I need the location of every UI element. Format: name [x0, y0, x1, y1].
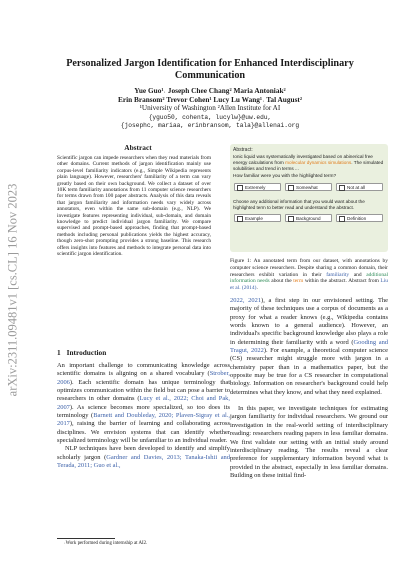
section-heading: [57, 348, 106, 357]
author-emails: [40, 114, 380, 131]
caption-text: and: [349, 271, 367, 278]
citation-link[interactable]: Liu et al. (2014): [230, 278, 388, 292]
authors-line-2: Erin Bransom² Trevor Cohen¹ Lucy Lu Wang¹˒ Tal August²: [117, 95, 303, 105]
option-extremely[interactable]: [234, 183, 281, 191]
figure-abstract-label: Abstract:: [233, 147, 253, 153]
affiliations: ¹University of Washington ²Allen Institute for AI: [139, 104, 281, 112]
title-line-1: Personalized Jargon Identification for Enhanced Interdisciplinary: [66, 58, 354, 69]
authors-line-1: Yue Guo¹˒ Joseph Chee Chang² Maria Antoniak²: [134, 86, 286, 95]
footnote: ˒Work performed during internship at AI2.: [64, 541, 148, 546]
emails-line-1: {yguo50, cohenta, lucylw}@uw.edu,: [148, 114, 272, 121]
option-label: Example: [245, 216, 263, 221]
body-text: ), a first step in our envisioned setting. The majority of these techniques use a corpus of documents as a proxy for what a reader knows (e.g., Wikipedia contains words known to a general audience). However, an individual's specific background knowledge also plays a role in determining their familiarity with a word (: [230, 297, 389, 346]
citation-link[interactable]: Lucy et al., 2022; Choi and Pak, 2007: [57, 395, 231, 411]
checkbox-icon: [237, 216, 243, 222]
caption-info-needs: additional information needs: [230, 271, 388, 285]
introduction-body: [57, 362, 230, 470]
intro-text: NLP techniques have been developed to identify and simplify scholarly jargon (: [57, 445, 230, 461]
citation-link[interactable]: Gooding and Tragut, 2022: [230, 338, 389, 355]
option-definition[interactable]: [336, 214, 383, 222]
right-paragraph-1: [230, 297, 388, 397]
citation-link[interactable]: Gardner and Davies, 2013; Tanaka-Ishii and Terada, 2011; Guo et al.,: [57, 453, 230, 470]
caption-text: within the abstract. Abstract from: [303, 278, 381, 285]
figure-abstract-text-b: . The simulated solubilities and trend in terms ...: [233, 160, 384, 171]
option-background[interactable]: [285, 214, 332, 222]
section-number: 1: [57, 348, 61, 357]
additional-info-question: Choose any additional information that you would want about the highlighted term to better read and understand the abstract.: [233, 199, 365, 210]
highlighted-term: molecular dynamics simulations: [285, 160, 352, 165]
checkbox-icon: [288, 216, 294, 222]
option-label: Somewhat: [296, 185, 318, 190]
option-not-at-all[interactable]: [336, 183, 383, 191]
figure-1: [230, 144, 388, 252]
abstract-heading: Abstract: [124, 143, 152, 152]
caption-text: Figure 1: An annotated term from our dataset, with annotations by computer science researchers. Despite sharing a common domain, their researchers exhibit variation in their: [230, 258, 388, 278]
right-paragraph-2: In this paper, we investigate techniques for estimating jargon familiarity for individual researchers. We ground our investigation in the real-world setting of interdisciplinary reading: researchers reading papers in less familiar domains. We first validate our setting with an initial study around interdisciplinary reading. The results reveal a clear preference for supplementary information beyond what is provided in the abstract, especially in less familiar domains. Building on these initial find-: [230, 405, 388, 479]
option-label: Not at all: [347, 185, 366, 190]
author-list: [40, 86, 380, 104]
intro-text: ). Each scientific domain has unique terminology that optimizes communication within the field but can pose a barrier to researchers in other domains (: [57, 378, 230, 403]
intro-text: An important challenge to communicating knowledge across scientific domains is aligning on a shared vocabulary (: [57, 362, 230, 378]
body-text: ). For example, a theoretical computer science (CS) researcher might struggle more with jargon in a chemistry paper than in a mathematics paper, but the opposite may be true for a CS researcher in computational biology. Information on researcher's background could help determines what they know, and what they need explained.: [230, 347, 388, 396]
option-somewhat[interactable]: [285, 183, 332, 191]
right-column-body: [230, 297, 388, 480]
paper-title: [40, 58, 380, 82]
checkbox-icon: [288, 185, 294, 191]
citation-link[interactable]: 2022, 2021: [230, 297, 262, 304]
emails-line-2: {josephc, mariaa, erinbransom, tala}@allenai.org: [120, 122, 300, 130]
caption-familiarity: familiarity: [326, 271, 350, 278]
caption-text: .: [256, 285, 258, 292]
caption-text: about the: [269, 278, 294, 285]
option-label: Definition: [347, 216, 367, 221]
familiarity-question: How familiar were you with the highlighted term?: [233, 174, 337, 179]
figure-abstract-text-a: Ionic liquid was systematically investigated based on abinerical free energy calculations from: [233, 154, 373, 165]
arxiv-stamp-text: arXiv:2311.09481v1 [cs.CL] 16 Nov 2023: [5, 183, 20, 397]
section-title: Introduction: [66, 348, 107, 357]
intro-paragraph-1: [57, 362, 230, 445]
title-line-2: Communication: [174, 70, 246, 81]
caption-term: term: [293, 278, 304, 285]
intro-text: ), raising the barrier of learning and collaborating across disciplines. We envision systems that can identify whether specialized terminology will be unfamiliar to an individual reader.: [57, 420, 230, 445]
option-label: Extremely: [245, 185, 266, 190]
option-example[interactable]: [234, 214, 281, 222]
figure-abstract-text: [233, 154, 384, 172]
checkbox-icon: [237, 185, 243, 191]
intro-text: ). As science becomes more specialized, so too does its terminology (: [57, 403, 230, 420]
checkbox-icon: [339, 216, 345, 222]
citation-link[interactable]: Strober, 2006: [57, 370, 230, 386]
arxiv-stamp: [2, 160, 24, 420]
citation-link[interactable]: Barnett and Doubleday, 2020; Plaven-Sigray et al., 2017: [57, 412, 230, 428]
figure-caption: [230, 258, 388, 292]
footnote-rule: [57, 538, 115, 539]
option-label: Background: [296, 216, 321, 221]
intro-paragraph-2: [57, 445, 230, 470]
checkbox-icon: [339, 185, 345, 191]
abstract-body: Scientific jargon can impede researchers when they read materials from other domains. Current methods of jargon identification mainly use corpus-level familiarity indicators (e.g., Simple Wikipedia represents plain language). However, researchers' familiarity of a term can vary greatly based on their own background. We collect a dataset of over 10K term familiarity annotations from 11 computer science researchers for terms drawn from 100 paper abstracts. Analysis of this data reveals that jargon familiarity and information needs vary widely across annotators, even within the same sub-domain (e.g., NLP). We investigate features representing individual, sub-domain, and domain knowledge to predict individual jargon familiarity. We compare supervised and prompt-based approaches, finding that prompt-based methods including personal publications yields the highest accuracy, though zero-shot prompting provides a strong baseline. This research offers insights into features and methods to integrate personal data into scientific jargon identification.: [57, 155, 211, 258]
